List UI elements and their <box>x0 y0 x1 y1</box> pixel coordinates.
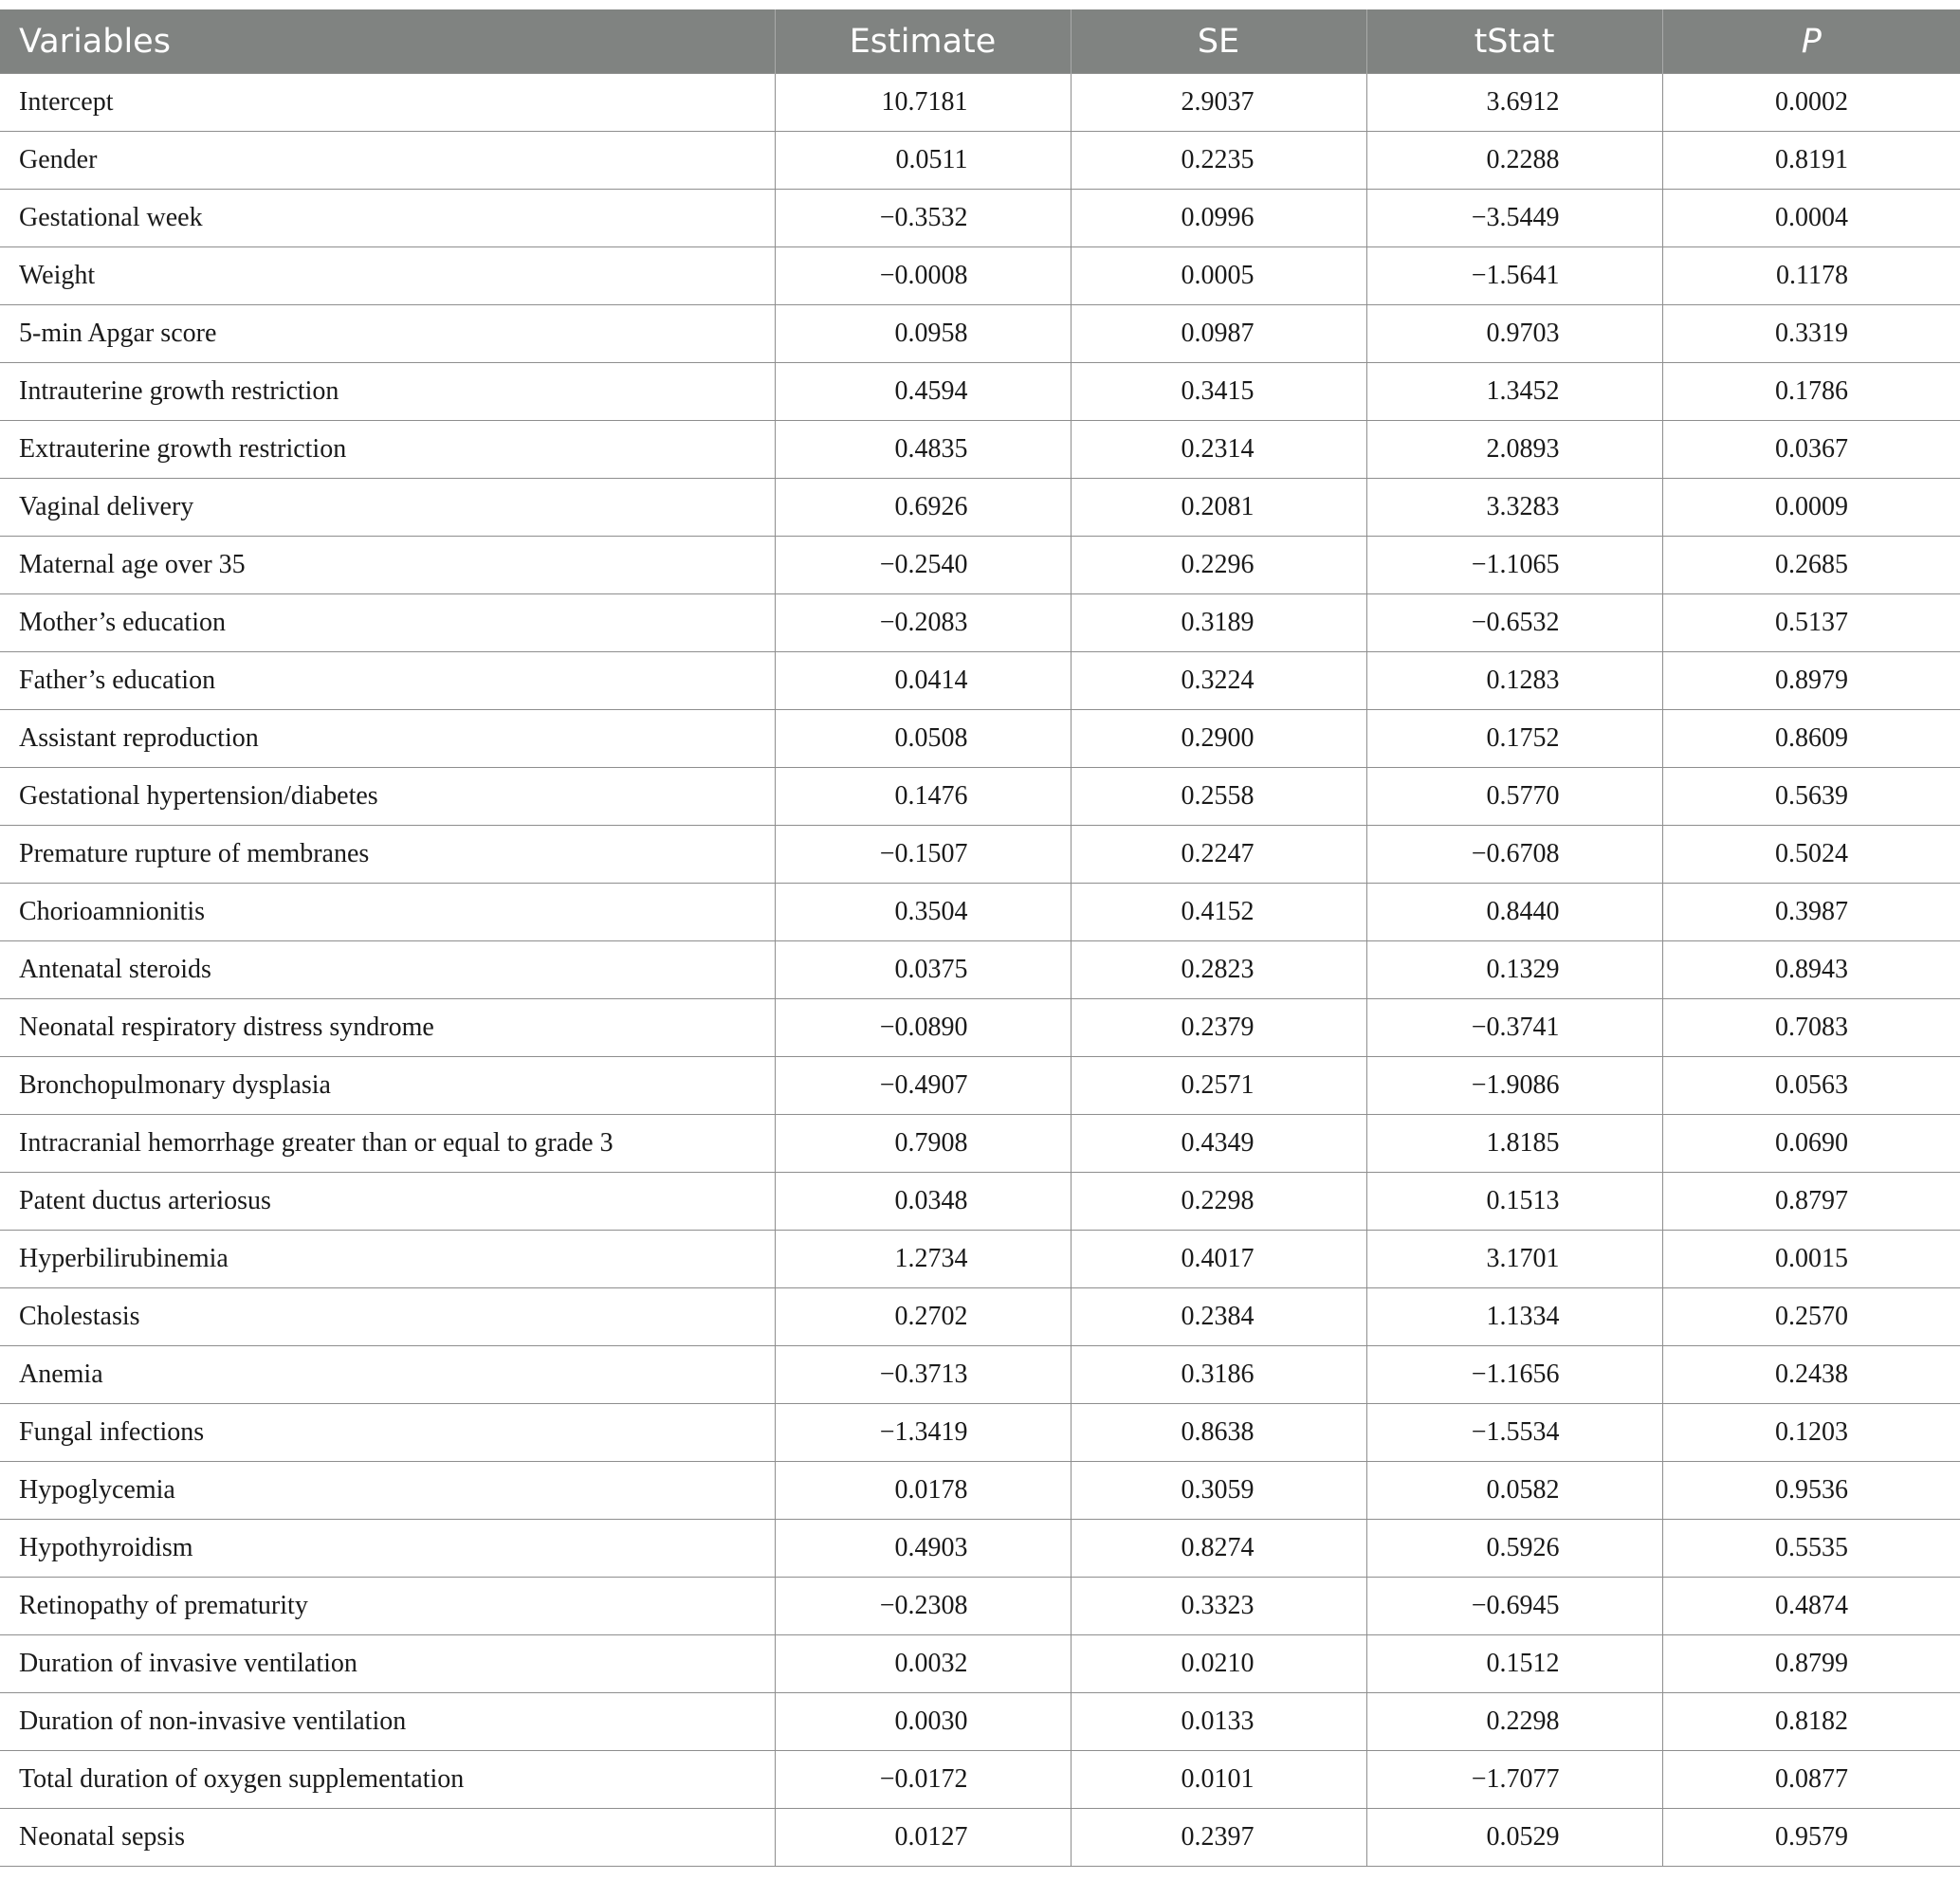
cell-variable: Fungal infections <box>0 1404 775 1462</box>
cell-tstat: −0.6532 <box>1366 594 1662 652</box>
cell-variable: Anemia <box>0 1346 775 1404</box>
table-row <box>0 1751 1960 1809</box>
table-row <box>0 1809 1960 1867</box>
cell-variable: Intrauterine growth restriction <box>0 363 775 421</box>
table-row <box>0 1693 1960 1751</box>
cell-variable: Chorioamnionitis <box>0 884 775 941</box>
cell-p-value: 0.8797 <box>1662 1173 1960 1231</box>
cell-se: 0.3224 <box>1071 652 1366 710</box>
cell-estimate: 0.1476 <box>775 768 1071 826</box>
cell-se: 0.2384 <box>1071 1288 1366 1346</box>
cell-estimate: 0.2702 <box>775 1288 1071 1346</box>
cell-estimate: −0.2540 <box>775 537 1071 594</box>
cell-tstat: 0.5770 <box>1366 768 1662 826</box>
cell-variable: Extrauterine growth restriction <box>0 421 775 479</box>
cell-estimate: 0.3504 <box>775 884 1071 941</box>
cell-se: 0.8638 <box>1071 1404 1366 1462</box>
cell-se: 0.2296 <box>1071 537 1366 594</box>
cell-estimate: −0.2083 <box>775 594 1071 652</box>
cell-tstat: 0.2298 <box>1366 1693 1662 1751</box>
cell-se: 0.8274 <box>1071 1520 1366 1578</box>
column-header-variables: Variables <box>0 9 775 74</box>
cell-tstat: 0.8440 <box>1366 884 1662 941</box>
cell-se: 0.0101 <box>1071 1751 1366 1809</box>
table-row <box>0 1635 1960 1693</box>
table-row <box>0 1288 1960 1346</box>
cell-variable: Duration of non-invasive ventilation <box>0 1693 775 1751</box>
cell-p-value: 0.1203 <box>1662 1404 1960 1462</box>
cell-estimate: 0.0348 <box>775 1173 1071 1231</box>
table-row <box>0 941 1960 999</box>
cell-p-value: 0.8979 <box>1662 652 1960 710</box>
cell-p-value: 0.8191 <box>1662 132 1960 190</box>
cell-p-value: 0.8609 <box>1662 710 1960 768</box>
cell-p-value: 0.2438 <box>1662 1346 1960 1404</box>
cell-tstat: −1.5534 <box>1366 1404 1662 1462</box>
cell-variable: Gestational hypertension/diabetes <box>0 768 775 826</box>
cell-p-value: 0.8182 <box>1662 1693 1960 1751</box>
cell-se: 0.4017 <box>1071 1231 1366 1288</box>
table-row <box>0 1115 1960 1173</box>
cell-p-value: 0.4874 <box>1662 1578 1960 1635</box>
column-header-se: SE <box>1071 9 1366 74</box>
cell-tstat: 2.0893 <box>1366 421 1662 479</box>
cell-p-value: 0.0002 <box>1662 74 1960 132</box>
cell-tstat: −1.7077 <box>1366 1751 1662 1809</box>
cell-p-value: 0.0563 <box>1662 1057 1960 1115</box>
cell-p-value: 0.5535 <box>1662 1520 1960 1578</box>
cell-tstat: 0.1329 <box>1366 941 1662 999</box>
cell-variable: Total duration of oxygen supplementation <box>0 1751 775 1809</box>
cell-tstat: 0.9703 <box>1366 305 1662 363</box>
table-row <box>0 652 1960 710</box>
cell-estimate: 0.0127 <box>775 1809 1071 1867</box>
cell-estimate: 1.2734 <box>775 1231 1071 1288</box>
cell-variable: Father’s education <box>0 652 775 710</box>
cell-p-value: 0.7083 <box>1662 999 1960 1057</box>
cell-tstat: 0.1283 <box>1366 652 1662 710</box>
cell-tstat: −0.6945 <box>1366 1578 1662 1635</box>
table-row <box>0 1231 1960 1288</box>
cell-tstat: −1.1656 <box>1366 1346 1662 1404</box>
cell-se: 0.0987 <box>1071 305 1366 363</box>
cell-variable: Weight <box>0 247 775 305</box>
table-row <box>0 826 1960 884</box>
table-row <box>0 363 1960 421</box>
cell-se: 0.2247 <box>1071 826 1366 884</box>
cell-se: 0.4152 <box>1071 884 1366 941</box>
cell-p-value: 0.8943 <box>1662 941 1960 999</box>
cell-estimate: −0.0008 <box>775 247 1071 305</box>
table-row <box>0 768 1960 826</box>
cell-p-value: 0.0690 <box>1662 1115 1960 1173</box>
cell-p-value: 0.9536 <box>1662 1462 1960 1520</box>
cell-p-value: 0.0367 <box>1662 421 1960 479</box>
cell-p-value: 0.3987 <box>1662 884 1960 941</box>
cell-tstat: 3.6912 <box>1366 74 1662 132</box>
cell-estimate: 10.7181 <box>775 74 1071 132</box>
regression-table-container <box>0 9 1960 1867</box>
cell-estimate: 0.0414 <box>775 652 1071 710</box>
cell-se: 0.2558 <box>1071 768 1366 826</box>
table-row <box>0 1346 1960 1404</box>
cell-tstat: 1.3452 <box>1366 363 1662 421</box>
cell-tstat: 0.0529 <box>1366 1809 1662 1867</box>
table-row <box>0 247 1960 305</box>
table-row <box>0 1404 1960 1462</box>
cell-variable: Patent ductus arteriosus <box>0 1173 775 1231</box>
cell-variable: Intercept <box>0 74 775 132</box>
cell-estimate: −0.0172 <box>775 1751 1071 1809</box>
cell-p-value: 0.5024 <box>1662 826 1960 884</box>
table-row <box>0 479 1960 537</box>
cell-variable: Gestational week <box>0 190 775 247</box>
cell-tstat: 0.1513 <box>1366 1173 1662 1231</box>
cell-variable: Retinopathy of prematurity <box>0 1578 775 1635</box>
cell-estimate: 0.4835 <box>775 421 1071 479</box>
cell-p-value: 0.0004 <box>1662 190 1960 247</box>
table-row <box>0 190 1960 247</box>
cell-tstat: 0.0582 <box>1366 1462 1662 1520</box>
cell-se: 0.3186 <box>1071 1346 1366 1404</box>
cell-variable: Premature rupture of membranes <box>0 826 775 884</box>
table-row <box>0 710 1960 768</box>
cell-se: 0.0133 <box>1071 1693 1366 1751</box>
cell-estimate: −0.0890 <box>775 999 1071 1057</box>
table-row <box>0 999 1960 1057</box>
cell-se: 0.2235 <box>1071 132 1366 190</box>
cell-variable: Assistant reproduction <box>0 710 775 768</box>
table-row <box>0 594 1960 652</box>
cell-tstat: −1.5641 <box>1366 247 1662 305</box>
cell-p-value: 0.9579 <box>1662 1809 1960 1867</box>
cell-se: 0.4349 <box>1071 1115 1366 1173</box>
cell-tstat: 0.2288 <box>1366 132 1662 190</box>
cell-tstat: 0.5926 <box>1366 1520 1662 1578</box>
regression-results-table <box>0 9 1960 1867</box>
cell-tstat: −1.9086 <box>1366 1057 1662 1115</box>
cell-se: 0.2379 <box>1071 999 1366 1057</box>
cell-variable: Cholestasis <box>0 1288 775 1346</box>
cell-variable: Neonatal sepsis <box>0 1809 775 1867</box>
cell-se: 0.3323 <box>1071 1578 1366 1635</box>
cell-p-value: 0.1178 <box>1662 247 1960 305</box>
cell-se: 0.0996 <box>1071 190 1366 247</box>
table-row <box>0 1173 1960 1231</box>
cell-estimate: 0.0030 <box>775 1693 1071 1751</box>
cell-tstat: 3.1701 <box>1366 1231 1662 1288</box>
cell-estimate: −0.2308 <box>775 1578 1071 1635</box>
cell-se: 0.2571 <box>1071 1057 1366 1115</box>
cell-se: 0.0210 <box>1071 1635 1366 1693</box>
cell-estimate: 0.6926 <box>775 479 1071 537</box>
cell-tstat: 0.1512 <box>1366 1635 1662 1693</box>
table-row <box>0 537 1960 594</box>
cell-se: 0.3189 <box>1071 594 1366 652</box>
cell-tstat: −0.3741 <box>1366 999 1662 1057</box>
table-row <box>0 884 1960 941</box>
table-row <box>0 132 1960 190</box>
cell-p-value: 0.5137 <box>1662 594 1960 652</box>
cell-estimate: 0.0032 <box>775 1635 1071 1693</box>
cell-p-value: 0.8799 <box>1662 1635 1960 1693</box>
cell-estimate: −1.3419 <box>775 1404 1071 1462</box>
cell-tstat: 1.8185 <box>1366 1115 1662 1173</box>
cell-p-value: 0.0009 <box>1662 479 1960 537</box>
cell-estimate: 0.0511 <box>775 132 1071 190</box>
cell-variable: Hypothyroidism <box>0 1520 775 1578</box>
cell-se: 0.2314 <box>1071 421 1366 479</box>
cell-estimate: −0.1507 <box>775 826 1071 884</box>
table-header <box>0 9 1960 74</box>
cell-tstat: −3.5449 <box>1366 190 1662 247</box>
cell-p-value: 0.3319 <box>1662 305 1960 363</box>
cell-variable: Maternal age over 35 <box>0 537 775 594</box>
cell-se: 0.2900 <box>1071 710 1366 768</box>
cell-variable: Antenatal steroids <box>0 941 775 999</box>
column-header-tstat: tStat <box>1366 9 1662 74</box>
cell-se: 0.3415 <box>1071 363 1366 421</box>
table-body <box>0 74 1960 1867</box>
cell-estimate: −0.3713 <box>775 1346 1071 1404</box>
table-row <box>0 1578 1960 1635</box>
cell-tstat: −1.1065 <box>1366 537 1662 594</box>
table-row <box>0 305 1960 363</box>
cell-se: 0.2081 <box>1071 479 1366 537</box>
cell-estimate: 0.0178 <box>775 1462 1071 1520</box>
cell-estimate: 0.4903 <box>775 1520 1071 1578</box>
table-row <box>0 421 1960 479</box>
cell-variable: Gender <box>0 132 775 190</box>
cell-estimate: 0.0508 <box>775 710 1071 768</box>
cell-p-value: 0.0877 <box>1662 1751 1960 1809</box>
cell-se: 0.0005 <box>1071 247 1366 305</box>
cell-se: 0.2298 <box>1071 1173 1366 1231</box>
table-row <box>0 74 1960 132</box>
cell-variable: Mother’s education <box>0 594 775 652</box>
cell-se: 0.3059 <box>1071 1462 1366 1520</box>
cell-variable: 5-min Apgar score <box>0 305 775 363</box>
cell-p-value: 0.2685 <box>1662 537 1960 594</box>
table-row <box>0 1520 1960 1578</box>
cell-estimate: 0.4594 <box>775 363 1071 421</box>
cell-variable: Vaginal delivery <box>0 479 775 537</box>
cell-variable: Hypoglycemia <box>0 1462 775 1520</box>
cell-se: 0.2823 <box>1071 941 1366 999</box>
cell-variable: Intracranial hemorrhage greater than or equal to grade 3 <box>0 1115 775 1173</box>
cell-variable: Duration of invasive ventilation <box>0 1635 775 1693</box>
cell-estimate: 0.7908 <box>775 1115 1071 1173</box>
cell-variable: Neonatal respiratory distress syndrome <box>0 999 775 1057</box>
column-header-estimate: Estimate <box>775 9 1071 74</box>
cell-p-value: 0.5639 <box>1662 768 1960 826</box>
cell-p-value: 0.1786 <box>1662 363 1960 421</box>
column-header-p: P <box>1662 9 1960 74</box>
cell-estimate: 0.0958 <box>775 305 1071 363</box>
cell-tstat: 3.3283 <box>1366 479 1662 537</box>
cell-variable: Hyperbilirubinemia <box>0 1231 775 1288</box>
cell-tstat: 0.1752 <box>1366 710 1662 768</box>
cell-p-value: 0.0015 <box>1662 1231 1960 1288</box>
cell-variable: Bronchopulmonary dysplasia <box>0 1057 775 1115</box>
cell-tstat: 1.1334 <box>1366 1288 1662 1346</box>
table-row <box>0 1462 1960 1520</box>
cell-p-value: 0.2570 <box>1662 1288 1960 1346</box>
header-row <box>0 9 1960 74</box>
cell-se: 2.9037 <box>1071 74 1366 132</box>
cell-se: 0.2397 <box>1071 1809 1366 1867</box>
cell-estimate: −0.3532 <box>775 190 1071 247</box>
cell-estimate: 0.0375 <box>775 941 1071 999</box>
table-row <box>0 1057 1960 1115</box>
cell-tstat: −0.6708 <box>1366 826 1662 884</box>
cell-estimate: −0.4907 <box>775 1057 1071 1115</box>
